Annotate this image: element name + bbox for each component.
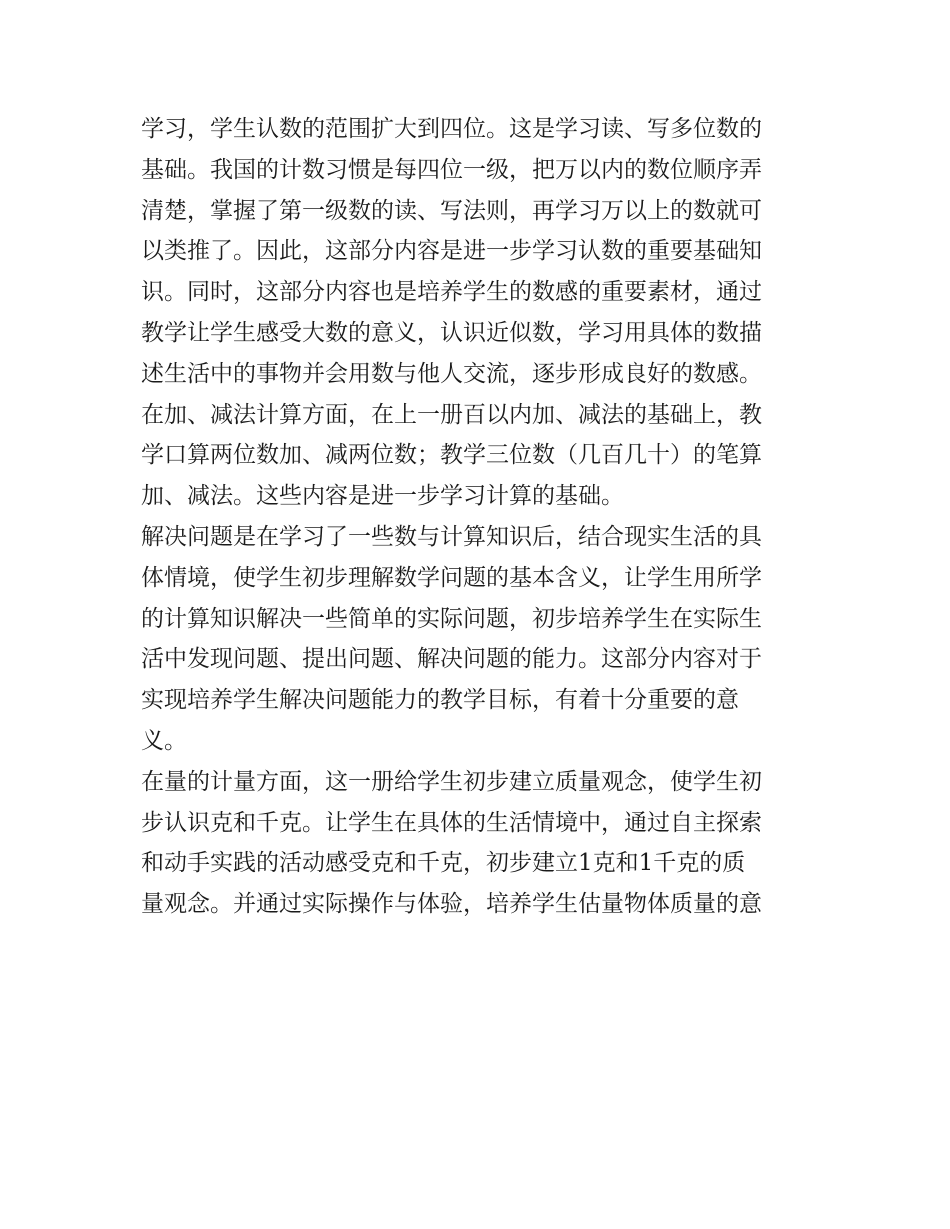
text-line: 在量的计量方面，这一册给学生初步建立质量观念，使学生初 [141, 768, 762, 795]
text-line: 实现培养学生解决问题能力的教学目标，有着十分重要的意 [141, 687, 739, 714]
text-line: 清楚，掌握了第一级数的读、写法则，再学习万以上的数就可 [141, 197, 762, 224]
text-line: 和动手实践的活动感受克和千克，初步建立1克和1千克的质 [141, 850, 746, 877]
text-line: 量观念。并通过实际操作与体验，培养学生估量物体质量的意 [141, 891, 762, 918]
body-text [141, 109, 813, 925]
text-line: 体情境，使学生初步理解数学问题的基本含义，让学生用所学 [141, 564, 762, 591]
text-line: 识。同时，这部分内容也是培养学生的数感的重要素材，通过 [141, 279, 762, 306]
text-line: 活中发现问题、提出问题、解决问题的能力。这部分内容对于 [141, 646, 762, 673]
text-line: 的计算知识解决一些简单的实际问题，初步培养学生在实际生 [141, 605, 762, 632]
text-line: 在加、减法计算方面，在上一册百以内加、减法的基础上，教 [141, 401, 762, 428]
text-line: 解决问题是在学习了一些数与计算知识后，结合现实生活的具 [141, 523, 762, 550]
text-line: 学习，学生认数的范围扩大到四位。这是学习读、写多位数的 [141, 116, 762, 142]
text-line: 加、减法。这些内容是进一步学习计算的基础。 [141, 483, 624, 510]
text-line: 学口算两位数加、减两位数；教学三位数（几百几十）的笔算 [141, 442, 762, 469]
text-line: 以类推了。因此，这部分内容是进一步学习认数的重要基础知 [141, 238, 762, 265]
text-line: 步认识克和千克。让学生在具体的生活情境中，通过自主探索 [141, 809, 762, 836]
text-line: 义。 [141, 727, 187, 754]
text-line: 教学让学生感受大数的意义，认识近似数，学习用具体的数描 [141, 319, 762, 346]
text-line: 基础。我国的计数习惯是每四位一级，把万以内的数位顺序弄 [141, 156, 762, 183]
text-line: 述生活中的事物并会用数与他人交流，逐步形成良好的数感。 [141, 360, 762, 387]
